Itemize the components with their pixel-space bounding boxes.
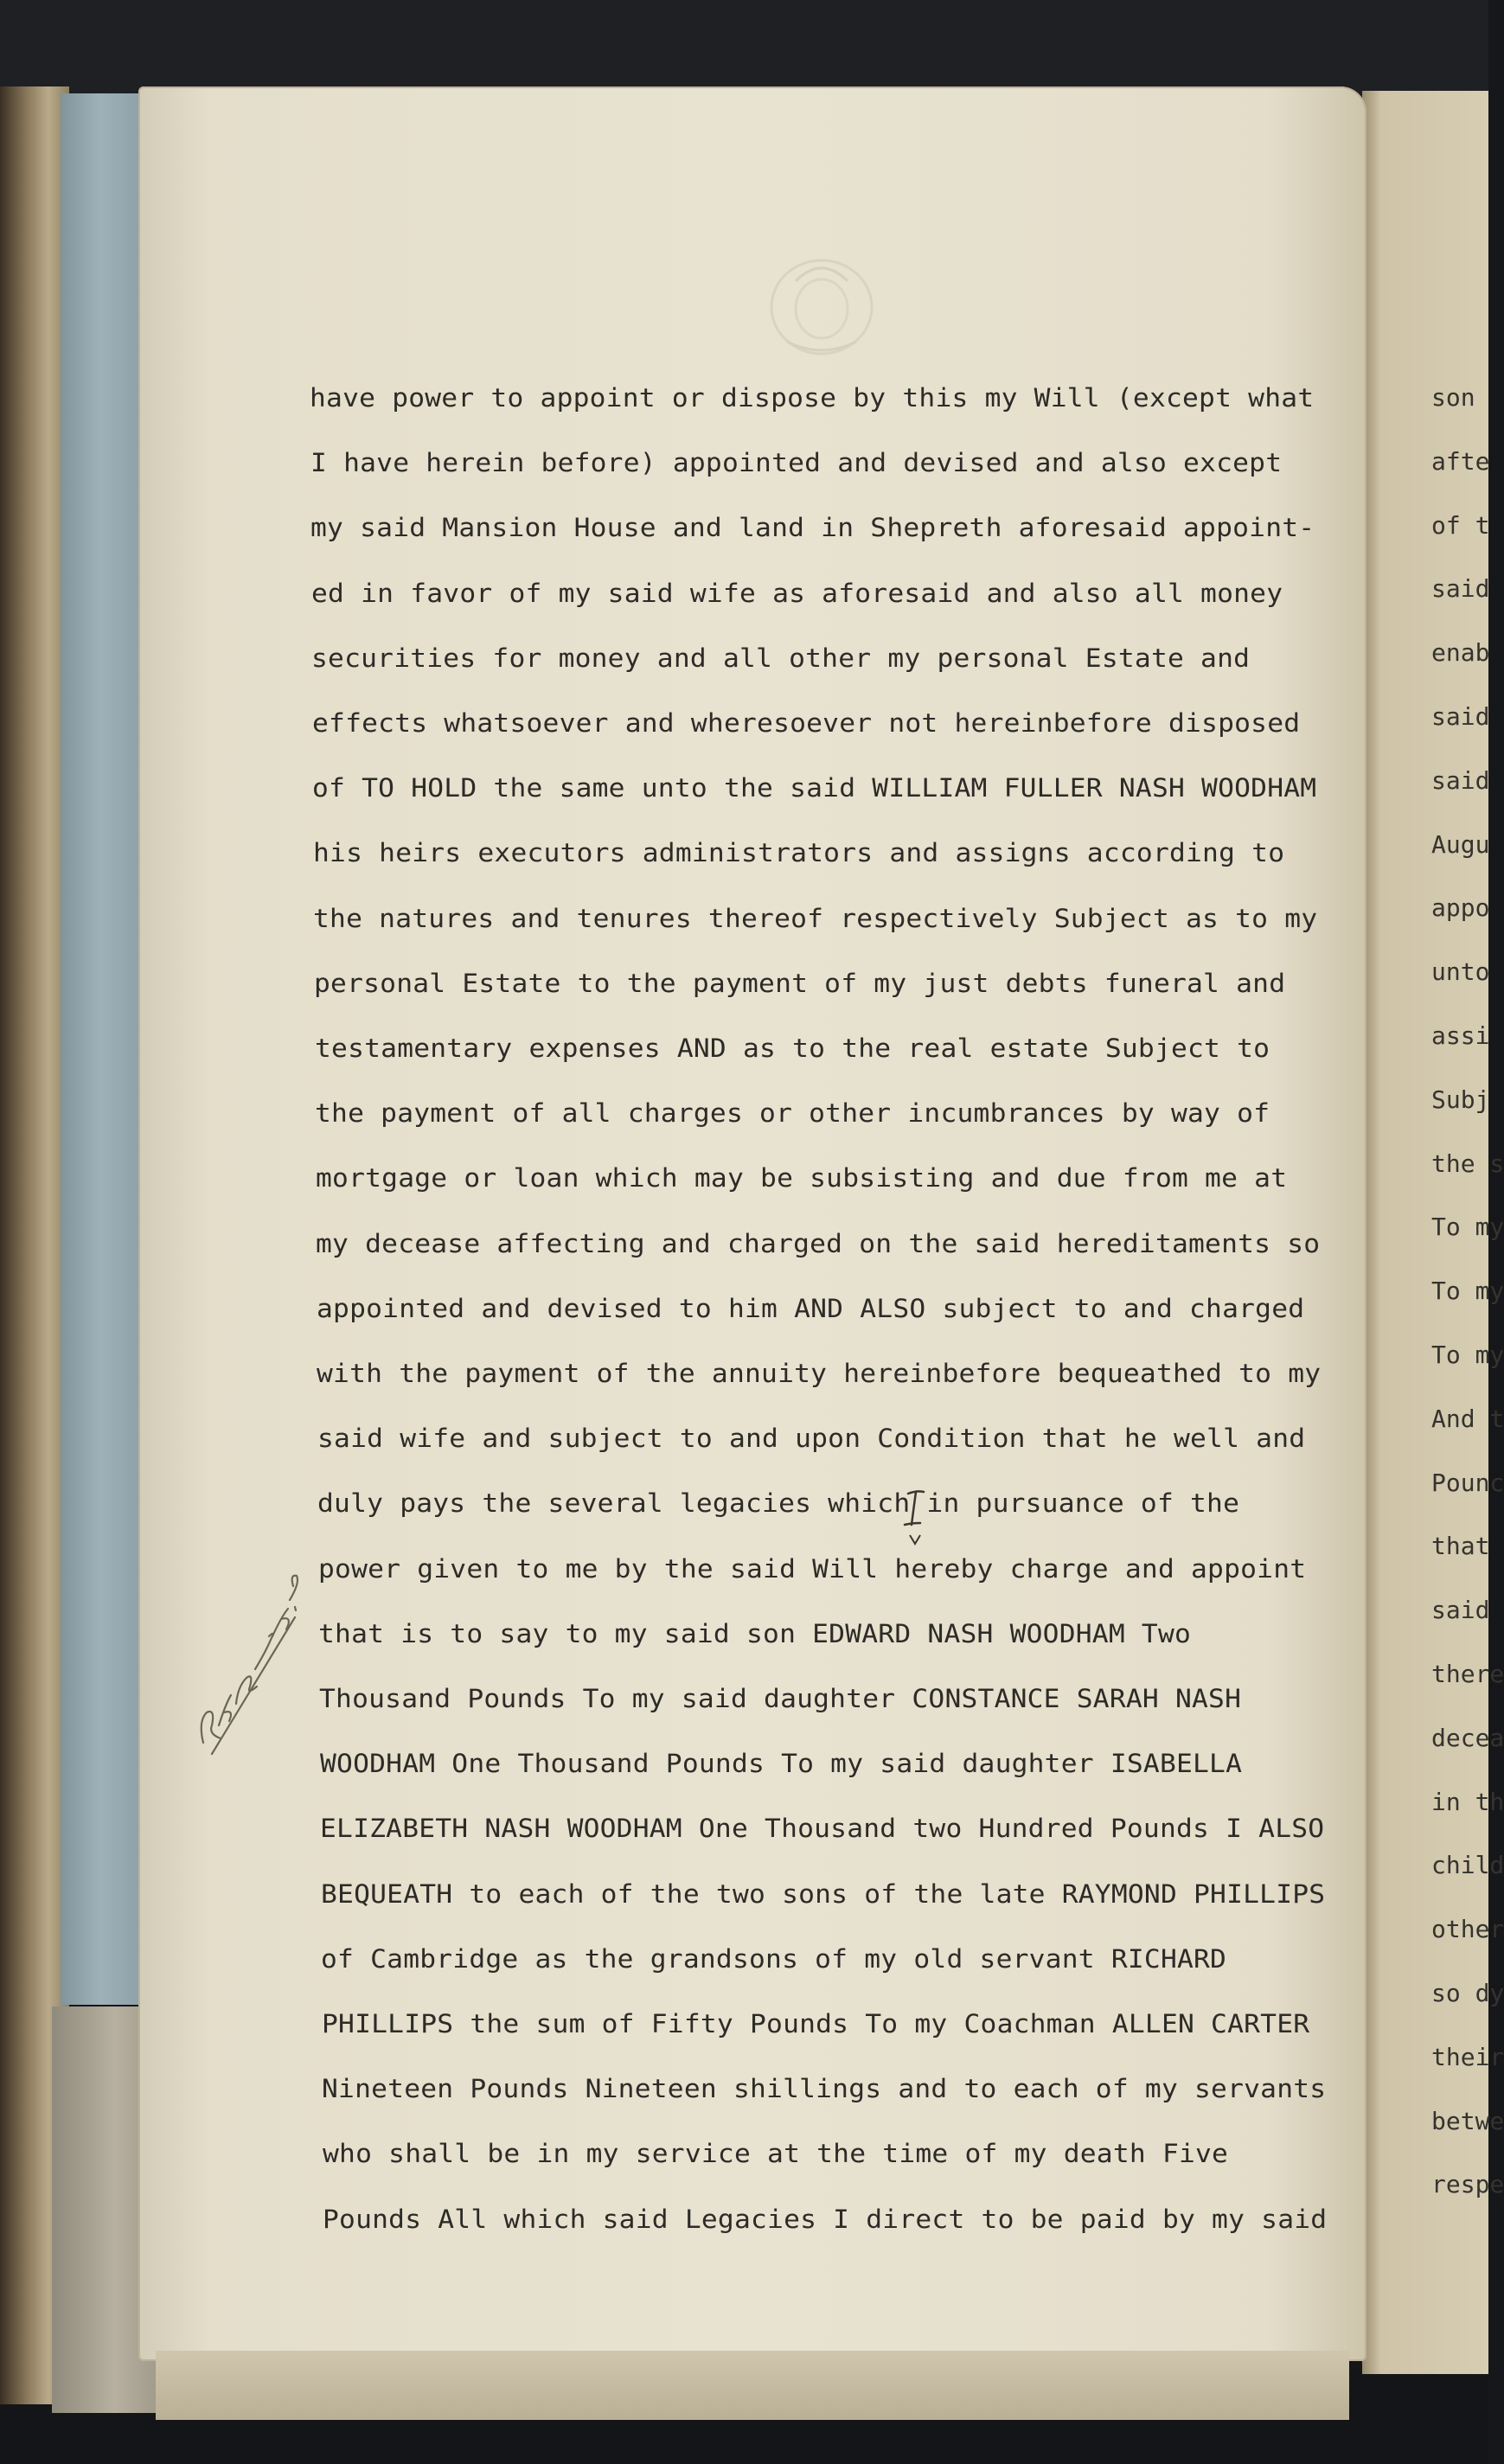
text-line: his heirs executors administrators and assigns according to xyxy=(312,838,1285,868)
embossed-seal-icon xyxy=(761,246,882,368)
next-page-line: said xyxy=(1431,1596,1490,1625)
next-page-line: enab xyxy=(1431,638,1490,668)
next-page-line: said xyxy=(1431,574,1490,604)
handwritten-insertion-mark xyxy=(898,1483,932,1552)
text-line: that is to say to my said son EDWARD NASH WOODHAM Two xyxy=(318,1618,1192,1648)
next-page-line: there xyxy=(1431,1660,1504,1688)
next-page-line: betwe xyxy=(1431,2106,1504,2135)
next-page-line: that xyxy=(1431,1532,1490,1561)
next-page-line: Subj xyxy=(1431,1085,1490,1114)
next-page-line: Pounc xyxy=(1431,1468,1504,1497)
text-line: the natures and tenures thereof respectively Subject as to my xyxy=(313,903,1318,933)
next-page-line: assi xyxy=(1431,1021,1490,1050)
text-line: I have herein before) appointed and devised and also except xyxy=(310,448,1282,478)
next-page-line: so dy xyxy=(1431,1979,1504,2007)
text-line: ed in favor of my said wife as aforesaid and also all money xyxy=(310,578,1283,608)
next-page-line: in th xyxy=(1431,1787,1504,1816)
text-line: appointed and devised to him AND ALSO subject to and charged xyxy=(316,1293,1304,1323)
next-page-line: To my xyxy=(1431,1277,1504,1306)
text-line: my said Mansion House and land in Shepreth aforesaid appoint- xyxy=(310,513,1315,543)
text-line: of Cambridge as the grandsons of my old servant RICHARD xyxy=(321,1943,1227,1974)
text-line: Nineteen Pounds Nineteen shillings and to each of my servants xyxy=(322,2074,1327,2104)
text-line: WOODHAM One Thousand Pounds To my said daughter ISABELLA xyxy=(319,1749,1242,1779)
text-line: who shall be in my service at the time of my death Five xyxy=(322,2139,1228,2169)
next-page-line: And t xyxy=(1431,1404,1504,1433)
next-page-line: other xyxy=(1431,1915,1504,1944)
next-page-line: To my xyxy=(1431,1213,1504,1242)
next-page-line: the s xyxy=(1431,1149,1504,1178)
text-line: PHILLIPS the sum of Fifty Pounds To my Coachman ALLEN CARTER xyxy=(321,2009,1310,2038)
next-page-line: afte xyxy=(1431,446,1490,476)
next-page-line: appo xyxy=(1431,893,1490,923)
next-page-line: of t xyxy=(1431,510,1490,540)
text-line: personal Estate to the payment of my just debts funeral and xyxy=(313,968,1286,998)
next-page-line: child xyxy=(1431,1851,1504,1880)
next-page-line: their xyxy=(1431,2042,1504,2071)
next-page-line: Augu xyxy=(1431,829,1490,859)
text-line: have power to appoint or dispose by this my Will (except what xyxy=(310,383,1315,413)
text-line: my decease affecting and charged on the said hereditaments so xyxy=(316,1228,1321,1258)
next-page-line: decea xyxy=(1431,1723,1504,1752)
text-line: power given to me by the said Will hereby charge and appoint xyxy=(317,1553,1307,1584)
text-line: mortgage or loan which may be subsisting and due from me at xyxy=(315,1163,1287,1194)
next-page-line: respe xyxy=(1431,2170,1504,2199)
text-line: Thousand Pounds To my said daughter CONSTANCE SARAH NASH xyxy=(319,1684,1242,1713)
text-line: of TO HOLD the same unto the said WILLIAM FULLER NASH WOODHAM xyxy=(312,773,1317,803)
next-page-line: To my xyxy=(1431,1341,1504,1369)
blue-divider-sheet xyxy=(61,93,138,2005)
page-bottom-edge xyxy=(156,2351,1349,2420)
text-line: the payment of all charges or other incumbrances by way of xyxy=(315,1098,1270,1129)
text-line: testamentary expenses AND as to the real estate Subject to xyxy=(314,1034,1270,1063)
text-line: effects whatsoever and wheresoever not hereinbefore disposed xyxy=(311,708,1301,738)
text-line: said wife and subject to and upon Condition that he well and xyxy=(317,1424,1306,1454)
next-page-line: said xyxy=(1431,765,1490,795)
next-page-line: son xyxy=(1431,383,1475,412)
text-line: BEQUEATH to each of the two sons of the late RAYMOND PHILLIPS xyxy=(320,1878,1325,1909)
text-line: with the payment of the annuity hereinbefore bequeathed to my xyxy=(317,1359,1322,1388)
text-line: Pounds All which said Legacies I direct to be paid by my said xyxy=(323,2204,1328,2234)
text-line: securities for money and all other my personal Estate and xyxy=(311,643,1251,673)
text-line: ELIZABETH NASH WOODHAM One Thousand two Hundred Pounds I ALSO xyxy=(320,1814,1325,1844)
text-line: duly pays the several legacies which in pursuance of the xyxy=(317,1488,1240,1519)
next-page-line: unto xyxy=(1431,957,1490,987)
next-page-line: said xyxy=(1431,702,1490,731)
handwritten-margin-note xyxy=(186,1557,316,1764)
